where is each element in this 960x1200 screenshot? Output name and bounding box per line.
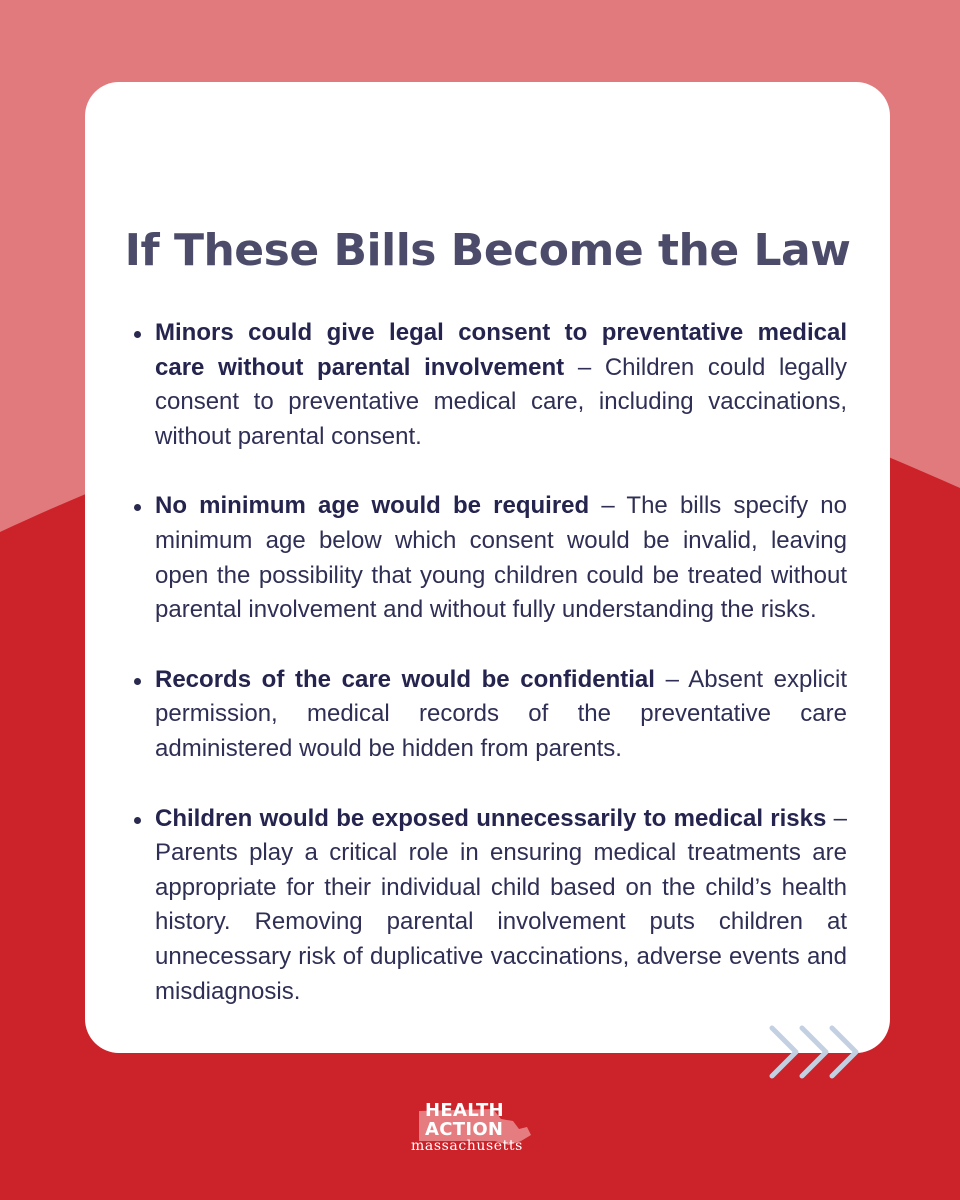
bullet-dot-icon xyxy=(134,331,141,338)
bullet-item xyxy=(155,663,847,767)
logo-text-health: HEALTH xyxy=(425,1100,504,1121)
bullet-body: – Children could legally consent to preventative medical care, including vaccinations, without parental consent. xyxy=(155,353,848,450)
bullet-lead: No minimum age would be required xyxy=(155,492,590,520)
bullet-item xyxy=(155,489,847,627)
bullet-dot-icon xyxy=(134,504,141,511)
bullet-item xyxy=(155,802,847,1010)
chevrons-right-icon[interactable] xyxy=(768,1024,864,1080)
content-card xyxy=(85,82,890,1053)
card-title: If These Bills Become the Law xyxy=(124,225,851,276)
bullet-dot-icon xyxy=(134,678,141,685)
bullet-body: – Absent explicit permission, medical records of the preventative care administered would be hidden from parents. xyxy=(155,665,847,762)
bullet-list xyxy=(155,316,847,1009)
health-action-logo xyxy=(405,1097,535,1157)
bullet-body: – Parents play a critical role in ensuring medical treatments are appropriate for their individual child based on the child’s health history. Removing parental involvement puts children at unnecessary risk of duplicative vaccinations, adverse events and misdiagnosis. xyxy=(155,804,847,1005)
bullet-lead: Minors could give legal consent to preventative medical care without parental involvement xyxy=(155,319,847,381)
logo-text-massachusetts: massachusetts xyxy=(411,1138,523,1154)
bullet-lead: Records of the care would be confidential xyxy=(155,665,655,693)
bullet-dot-icon xyxy=(134,817,141,824)
bullet-lead: Children would be exposed unnecessarily to medical risks xyxy=(155,804,827,832)
logo-text-action: ACTION xyxy=(425,1119,504,1140)
bullet-body: – The bills specify no minimum age below which consent would be invalid, leaving open the possibility that young children could be treated without parental involvement and without fully understanding the risks. xyxy=(155,492,848,624)
bullet-item xyxy=(155,316,847,454)
